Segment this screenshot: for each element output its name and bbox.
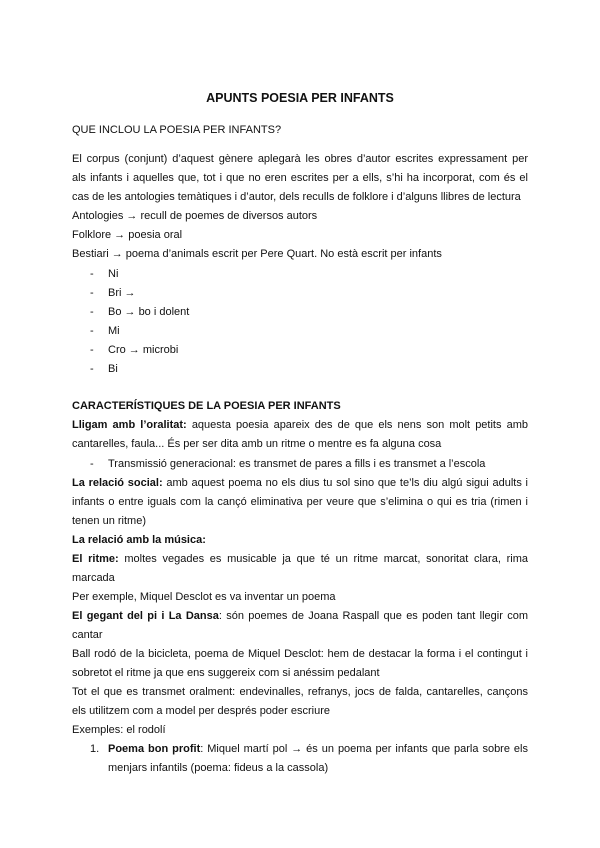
numbered-item-line xyxy=(108,743,528,756)
list-number: 1. xyxy=(90,743,100,755)
numbered-item-line: menjars infantils (poema: fideus a la cassola) xyxy=(108,762,329,774)
list-item: Bri → xyxy=(108,287,136,299)
paragraph-line: cas de les antologies temàtiques i d’autor, dels reculls de folklore i d’alguns llibres de lectura xyxy=(72,191,521,203)
definition-antologies: Antologies → recull de poemes de diversos autors xyxy=(72,210,318,222)
list-item: Bo → bo i dolent xyxy=(108,306,190,318)
label-oralitat: Lligam amb l’oralitat: xyxy=(72,419,187,431)
paragraph-line: El corpus (conjunt) d’aquest gènere aplegarà les obres d’autor escrites expressament per xyxy=(72,153,528,165)
definition-folklore: Folklore → poesia oral xyxy=(72,229,183,241)
bullet-dash: - xyxy=(90,458,94,470)
label-gegant: El gegant del pi i La Dansa xyxy=(72,610,219,622)
paragraph-line: Tot el que es transmet oralment: endevinalles, refranys, jocs de falda, cantarelles, cançons xyxy=(72,686,528,698)
section-heading-que-inclou: QUE INCLOU LA POESIA PER INFANTS? xyxy=(72,124,282,136)
paragraph-line: els utilitzem com a model per després poder escriure xyxy=(72,705,331,717)
paragraph-line: Exemples: el rodolí xyxy=(72,724,166,736)
bullet-dash: - xyxy=(90,363,94,375)
list-item: Ni xyxy=(108,268,119,280)
paragraph-text: aquesta poesia apareix des de que els nens son molt petits amb xyxy=(186,419,528,431)
subheading-musica: La relació amb la música: xyxy=(72,534,206,546)
bullet-dash: - xyxy=(90,268,94,280)
paragraph-line-social xyxy=(72,477,528,490)
list-item: Bi xyxy=(108,363,118,375)
paragraph-line: Per exemple, Miquel Desclot es va inventar un poema xyxy=(72,591,336,603)
list-item: Mi xyxy=(108,325,120,337)
bullet-dash: - xyxy=(90,344,94,356)
paragraph-line-oralitat xyxy=(72,419,528,432)
paragraph-line: infants o entre iguals com la cançó eliminativa per veure que s’elimina o qui es tria (rimen i xyxy=(72,496,528,508)
paragraph-text: moltes vegades es musicable ja que té un ritme marcat, sonoritat clara, rima xyxy=(118,553,528,565)
paragraph-line: tenen un ritme) xyxy=(72,515,146,527)
paragraph-text: amb aquest poema no els dius tu sol sino que te’ls diu algú sigui adults i xyxy=(162,477,528,489)
paragraph-line: cantar xyxy=(72,629,103,641)
list-item-transmissio: Transmissió generacional: es transmet de pares a fills i es transmet a l’escola xyxy=(108,458,486,470)
paragraph-line: als infants i aquelles que, tot i que no eren escrites per a ells, s’hi ha incorporat, com és el xyxy=(72,172,528,184)
paragraph-text: : Miquel martí pol → és un poema per infants que parla sobre els xyxy=(200,743,528,755)
bullet-dash: - xyxy=(90,306,94,318)
label-ritme: El ritme: xyxy=(72,553,119,565)
paragraph-text: : són poemes de Joana Raspall que es poden tant llegir com xyxy=(218,610,528,622)
section-heading-caracteristiques: CARACTERÍSTIQUES DE LA POESIA PER INFANTS xyxy=(72,400,341,412)
bullet-dash: - xyxy=(90,325,94,337)
label-poema-bon-profit: Poema bon profit xyxy=(108,743,201,755)
paragraph-line-ritme xyxy=(72,553,528,566)
page-title: APUNTS POESIA PER INFANTS xyxy=(206,91,394,105)
paragraph-line: marcada xyxy=(72,572,115,584)
paragraph-line: sobretot el ritme ja que ens suggereix com si anéssim pedalant xyxy=(72,667,380,679)
list-item: Cro → microbi xyxy=(108,344,179,356)
paragraph-line-gegant xyxy=(72,610,528,623)
paragraph-line: cantarelles, faula... És per ser dita amb un ritme o mentre es fa alguna cosa xyxy=(72,438,442,450)
label-relacio-social: La relació social: xyxy=(72,477,163,489)
paragraph-line: Ball rodó de la bicicleta, poema de Miquel Desclot: hem de destacar la forma i el contingut i xyxy=(72,648,528,660)
definition-bestiari: Bestiari → poema d’animals escrit per Pere Quart. No està escrit per infants xyxy=(72,248,442,260)
bullet-dash: - xyxy=(90,287,94,299)
